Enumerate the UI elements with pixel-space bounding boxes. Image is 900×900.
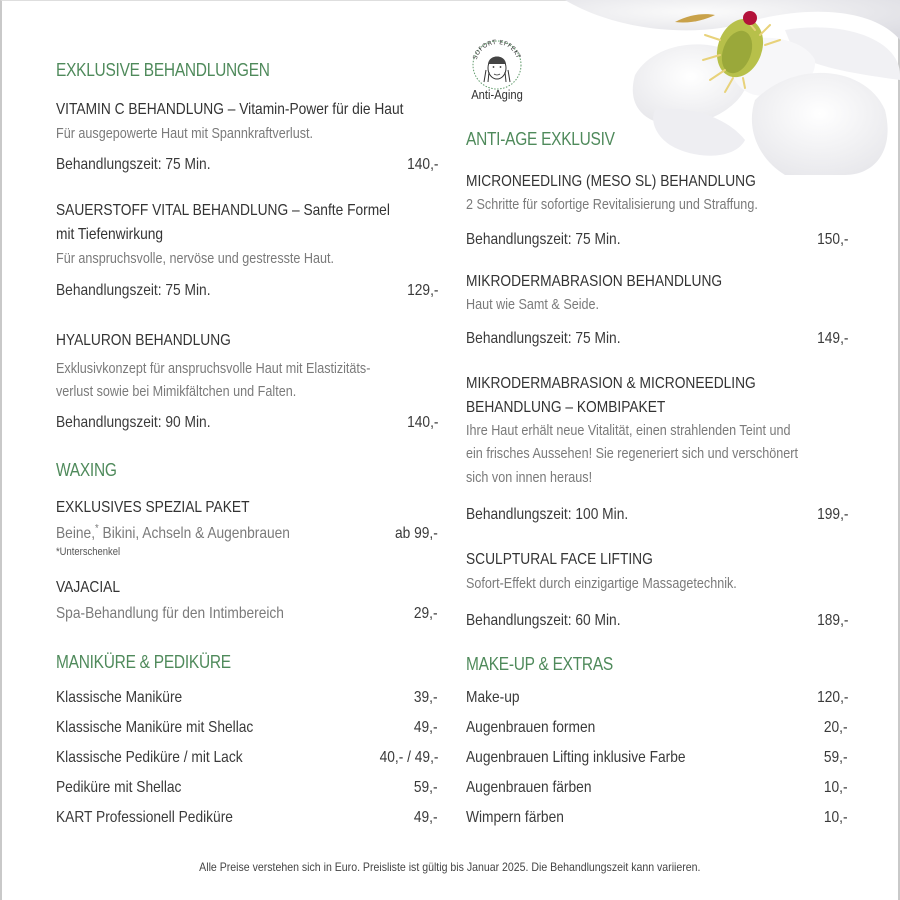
price: 189,- <box>816 612 848 629</box>
service-label: Klassische Pediküre / mit Lack <box>56 749 243 766</box>
price: 199,- <box>816 506 848 523</box>
treatment-title: VAJACIAL <box>56 579 120 596</box>
treatment-description: 2 Schritte für sofortige Revitalisierung und Straffung. <box>466 196 758 213</box>
treatment-time: Behandlungszeit: 75 Min. <box>466 330 621 347</box>
service-label: Klassische Maniküre <box>56 689 183 706</box>
price: 149,- <box>816 330 848 347</box>
treatment-title-line2: BEHANDLUNG – KOMBIPAKET <box>466 399 666 416</box>
price: 140,- <box>406 414 438 431</box>
footnote-star: * <box>95 522 99 535</box>
treatment-description: Spa-Behandlung für den Intimbereich <box>56 605 284 622</box>
anti-aging-badge <box>464 32 530 108</box>
treatment-title: EXKLUSIVES SPEZIAL PAKET <box>56 499 250 516</box>
price: 49,- <box>414 809 438 826</box>
service-label: Augenbrauen Lifting inklusive Farbe <box>466 749 686 766</box>
service-label: Make-up <box>466 689 520 706</box>
price: 140,- <box>406 156 438 173</box>
price: 120,- <box>816 689 848 706</box>
treatment-time-row <box>466 609 848 633</box>
desc-part: Bikini, Achseln & Augenbrauen <box>98 525 290 542</box>
treatment-title: MICRONEEDLING (MESO SL) BEHANDLUNG <box>466 173 756 190</box>
treatment-description: Ihre Haut erhält neue Vitalität, einen strahlenden Teint und <box>466 422 791 439</box>
price: 59,- <box>824 749 848 766</box>
treatment-description <box>56 522 290 546</box>
treatment-description-line2: ein frisches Aussehen! Sie regeneriert sich und verschönert <box>466 445 798 462</box>
treatment-time-row <box>56 153 438 177</box>
treatment-time-row <box>56 279 438 303</box>
treatment-title: MIKRODERMABRASION & MICRONEEDLING <box>466 375 756 392</box>
desc-part: Beine, <box>56 525 96 542</box>
price: 129,- <box>406 282 438 299</box>
service-label: Augenbrauen formen <box>466 719 596 736</box>
section-heading-exklusive: EXKLUSIVE BEHANDLUNGEN <box>56 60 270 80</box>
footer-text: Alle Preise verstehen sich in Euro. Preisliste ist gültig bis Januar 2025. Die Behandlungszeit kann variieren. <box>199 860 701 874</box>
face-massage-icon <box>464 32 530 90</box>
price: 10,- <box>824 779 848 796</box>
service-label: Wimpern färben <box>466 809 564 826</box>
treatment-description: Exklusivkonzept für anspruchsvolle Haut mit Elastizitäts- <box>56 360 371 377</box>
treatment-time: Behandlungszeit: 75 Min. <box>466 231 621 248</box>
service-label: Pediküre mit Shellac <box>56 779 182 796</box>
price: 40,- / 49,- <box>379 749 438 766</box>
price: 29,- <box>414 605 438 622</box>
section-heading-manikuere: MANIKÜRE & PEDIKÜRE <box>56 652 231 672</box>
treatment-title: VITAMIN C BEHANDLUNG – Vitamin-Power für die Haut <box>56 101 404 118</box>
treatment-title: SCULPTURAL FACE LIFTING <box>466 551 653 568</box>
price: ab 99,- <box>395 525 438 542</box>
price-list-row <box>466 806 848 830</box>
treatment-time: Behandlungszeit: 75 Min. <box>56 282 211 299</box>
treatment-time-row <box>466 503 848 527</box>
treatment-time: Behandlungszeit: 60 Min. <box>466 612 621 629</box>
treatment-time-row <box>466 228 848 252</box>
price-list-row <box>466 686 848 710</box>
price: 49,- <box>414 719 438 736</box>
badge-label: Anti-Aging <box>471 87 523 102</box>
treatment-description-line3: sich von innen heraus! <box>466 469 593 486</box>
treatment-description: Sofort-Effekt durch einzigartige Massagetechnik. <box>466 575 737 592</box>
treatment-description: Haut wie Samt & Seide. <box>466 296 600 313</box>
treatment-price-row <box>56 522 438 546</box>
badge-ring-text: SOFORT EFFEKT <box>471 38 522 61</box>
treatment-time-row <box>466 327 848 351</box>
treatment-description: Für ausgepowerte Haut mit Spannkraftverlust. <box>56 125 314 142</box>
price-list-row <box>466 776 848 800</box>
section-heading-make-up: MAKE-UP & EXTRAS <box>466 654 613 674</box>
treatment-description-line2: verlust sowie bei Mimikfältchen und Falten. <box>56 383 297 400</box>
service-label: Klassische Maniküre mit Shellac <box>56 719 254 736</box>
price-list-row <box>56 716 438 740</box>
treatment-title: HYALURON BEHANDLUNG <box>56 332 231 349</box>
treatment-price-row <box>56 602 438 626</box>
service-label: KART Professionell Pediküre <box>56 809 233 826</box>
price-list-row <box>56 806 438 830</box>
price-list-row <box>56 746 438 770</box>
treatment-title-line2: mit Tiefenwirkung <box>56 226 164 243</box>
treatment-time-row <box>56 411 438 435</box>
footer-note <box>0 860 900 874</box>
service-label: Augenbrauen färben <box>466 779 592 796</box>
price: 39,- <box>414 689 438 706</box>
price-list-row <box>466 716 848 740</box>
treatment-title: MIKRODERMABRASION BEHANDLUNG <box>466 273 723 290</box>
section-heading-waxing: WAXING <box>56 460 117 480</box>
price-list-row <box>56 776 438 800</box>
price: 59,- <box>414 779 438 796</box>
price-list-row <box>56 686 438 710</box>
section-heading-anti-age: ANTI-AGE EXKLUSIV <box>466 129 615 149</box>
price-list-row <box>466 746 848 770</box>
treatment-description: Für anspruchsvolle, nervöse und gestresste Haut. <box>56 250 335 267</box>
price: 150,- <box>816 231 848 248</box>
treatment-time: Behandlungszeit: 100 Min. <box>466 506 629 523</box>
price: 20,- <box>824 719 848 736</box>
treatment-title: SAUERSTOFF VITAL BEHANDLUNG – Sanfte Formel <box>56 202 390 219</box>
treatment-time: Behandlungszeit: 75 Min. <box>56 156 211 173</box>
footnote: *Unterschenkel <box>56 546 121 558</box>
price: 10,- <box>824 809 848 826</box>
treatment-time: Behandlungszeit: 90 Min. <box>56 414 211 431</box>
